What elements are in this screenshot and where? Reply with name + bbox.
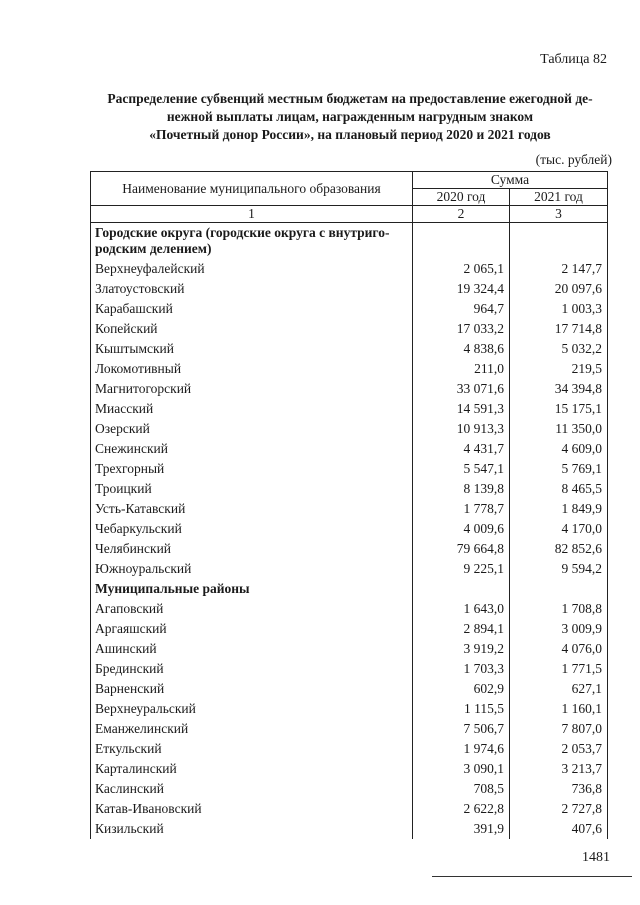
value-2021: 1 003,3 (510, 299, 608, 319)
table-row (91, 259, 608, 279)
value-2020: 7 506,7 (413, 719, 510, 739)
column-header-2021: 2021 год (510, 189, 608, 206)
value-2020: 211,0 (413, 359, 510, 379)
table-row (91, 379, 608, 399)
value-2021: 15 175,1 (510, 399, 608, 419)
value-2021: 2 053,7 (510, 739, 608, 759)
table-row (91, 279, 608, 299)
value-2020: 14 591,3 (413, 399, 510, 419)
municipality-name: Карталинский (91, 759, 413, 779)
table-row (91, 659, 608, 679)
table-row (91, 319, 608, 339)
value-2021: 7 807,0 (510, 719, 608, 739)
municipality-name: Локомотивный (91, 359, 413, 379)
table-row (91, 459, 608, 479)
value-2021: 219,5 (510, 359, 608, 379)
section-line: Городские округа (городские округа с внутриго- (95, 225, 390, 240)
table-row (91, 499, 608, 519)
column-number-3: 3 (510, 206, 608, 223)
table-row (91, 479, 608, 499)
municipality-name: Еткульский (91, 739, 413, 759)
value-2021: 9 594,2 (510, 559, 608, 579)
title-line: нежной выплаты лицам, награжденным нагрудным знаком (166, 109, 534, 124)
page-number: 1481 (582, 850, 610, 865)
municipality-name: Агаповский (91, 599, 413, 619)
value-2020: 1 778,7 (413, 499, 510, 519)
municipality-name: Копейский (91, 319, 413, 339)
table-row (91, 539, 608, 559)
value-2020: 4 838,6 (413, 339, 510, 359)
column-header-2020: 2020 год (413, 189, 510, 206)
title-line: «Почетный донор России», на плановый период 2020 и 2021 годов (149, 127, 551, 142)
municipality-name: Каслинский (91, 779, 413, 799)
column-header-name: Наименование муниципального образования (91, 172, 413, 206)
value-2021: 17 714,8 (510, 319, 608, 339)
value-2021: 4 609,0 (510, 439, 608, 459)
table-row (91, 599, 608, 619)
footer-rule (432, 876, 632, 877)
value-2020: 8 139,8 (413, 479, 510, 499)
value-2021: 2 147,7 (510, 259, 608, 279)
table-row (91, 559, 608, 579)
table-row (91, 339, 608, 359)
municipality-name: Чебаркульский (91, 519, 413, 539)
value-2020: 4 009,6 (413, 519, 510, 539)
value-2021: 407,6 (510, 819, 608, 839)
value-2020: 79 664,8 (413, 539, 510, 559)
value-2020: 391,9 (413, 819, 510, 839)
value-2020: 4 431,7 (413, 439, 510, 459)
column-number-1: 1 (91, 206, 413, 223)
municipality-name: Озерский (91, 419, 413, 439)
municipality-name: Трехгорный (91, 459, 413, 479)
value-2020: 19 324,4 (413, 279, 510, 299)
value-2020: 602,9 (413, 679, 510, 699)
municipality-name: Снежинский (91, 439, 413, 459)
municipality-name: Усть-Катавский (91, 499, 413, 519)
value-2021: 1 771,5 (510, 659, 608, 679)
value-2020: 10 913,3 (413, 419, 510, 439)
table-row (91, 739, 608, 759)
value-2020: 3 090,1 (413, 759, 510, 779)
municipality-name: Еманжелинский (91, 719, 413, 739)
table-row (91, 719, 608, 739)
table-row (91, 619, 608, 639)
municipality-name: Миасский (91, 399, 413, 419)
municipality-name: Варненский (91, 679, 413, 699)
units-label: (тыс. рублей) (535, 152, 612, 167)
section-line: родским делением) (95, 241, 212, 256)
table-row (91, 359, 608, 379)
table-row (91, 639, 608, 659)
value-2020: 3 919,2 (413, 639, 510, 659)
title-line: Распределение субвенций местным бюджетам на предоставление ежегодной де- (107, 91, 593, 106)
subventions-table (90, 171, 608, 839)
municipality-name: Челябинский (91, 539, 413, 559)
municipality-name: Брединский (91, 659, 413, 679)
value-2021: 736,8 (510, 779, 608, 799)
value-2021: 1 160,1 (510, 699, 608, 719)
value-2021: 20 097,6 (510, 279, 608, 299)
section-header-row (91, 579, 608, 599)
municipality-name: Верхнеуфалейский (91, 259, 413, 279)
value-2021: 4 170,0 (510, 519, 608, 539)
value-2020: 33 071,6 (413, 379, 510, 399)
column-header-sum: Сумма (413, 172, 608, 189)
section-header-urban (91, 223, 413, 260)
value-2021: 1 849,9 (510, 499, 608, 519)
value-2021: 82 852,6 (510, 539, 608, 559)
municipality-name: Южноуральский (91, 559, 413, 579)
column-number-2: 2 (413, 206, 510, 223)
value-2021: 5 032,2 (510, 339, 608, 359)
municipality-name: Ашинский (91, 639, 413, 659)
table-row (91, 819, 608, 839)
value-2021: 34 394,8 (510, 379, 608, 399)
municipality-name: Магнитогорский (91, 379, 413, 399)
value-2020: 2 065,1 (413, 259, 510, 279)
value-2020: 2 622,8 (413, 799, 510, 819)
value-2020: 1 974,6 (413, 739, 510, 759)
municipality-name: Кизильский (91, 819, 413, 839)
document-title (60, 90, 640, 144)
value-2021: 3 213,7 (510, 759, 608, 779)
value-2020: 2 894,1 (413, 619, 510, 639)
table-row (91, 399, 608, 419)
value-2020: 17 033,2 (413, 319, 510, 339)
value-2020: 708,5 (413, 779, 510, 799)
municipality-name: Аргаяшский (91, 619, 413, 639)
municipality-name: Златоустовский (91, 279, 413, 299)
table-row (91, 519, 608, 539)
municipality-name: Троицкий (91, 479, 413, 499)
value-2021: 11 350,0 (510, 419, 608, 439)
section-header-row (91, 223, 608, 260)
table-row (91, 759, 608, 779)
municipality-name: Верхнеуральский (91, 699, 413, 719)
table-row (91, 419, 608, 439)
section-header-districts: Муниципальные районы (91, 579, 413, 599)
table-row (91, 679, 608, 699)
table-row (91, 699, 608, 719)
value-2020: 1 643,0 (413, 599, 510, 619)
value-2021: 4 076,0 (510, 639, 608, 659)
value-2020: 964,7 (413, 299, 510, 319)
table-label: Таблица 82 (540, 52, 607, 67)
value-2021: 2 727,8 (510, 799, 608, 819)
value-2020: 9 225,1 (413, 559, 510, 579)
table-row (91, 439, 608, 459)
table-row (91, 799, 608, 819)
municipality-name: Катав-Ивановский (91, 799, 413, 819)
value-2021: 3 009,9 (510, 619, 608, 639)
table-row (91, 779, 608, 799)
value-2021: 1 708,8 (510, 599, 608, 619)
municipality-name: Карабашский (91, 299, 413, 319)
value-2020: 1 703,3 (413, 659, 510, 679)
municipality-name: Кыштымский (91, 339, 413, 359)
value-2021: 8 465,5 (510, 479, 608, 499)
table-row (91, 299, 608, 319)
value-2021: 5 769,1 (510, 459, 608, 479)
value-2020: 5 547,1 (413, 459, 510, 479)
value-2021: 627,1 (510, 679, 608, 699)
value-2020: 1 115,5 (413, 699, 510, 719)
